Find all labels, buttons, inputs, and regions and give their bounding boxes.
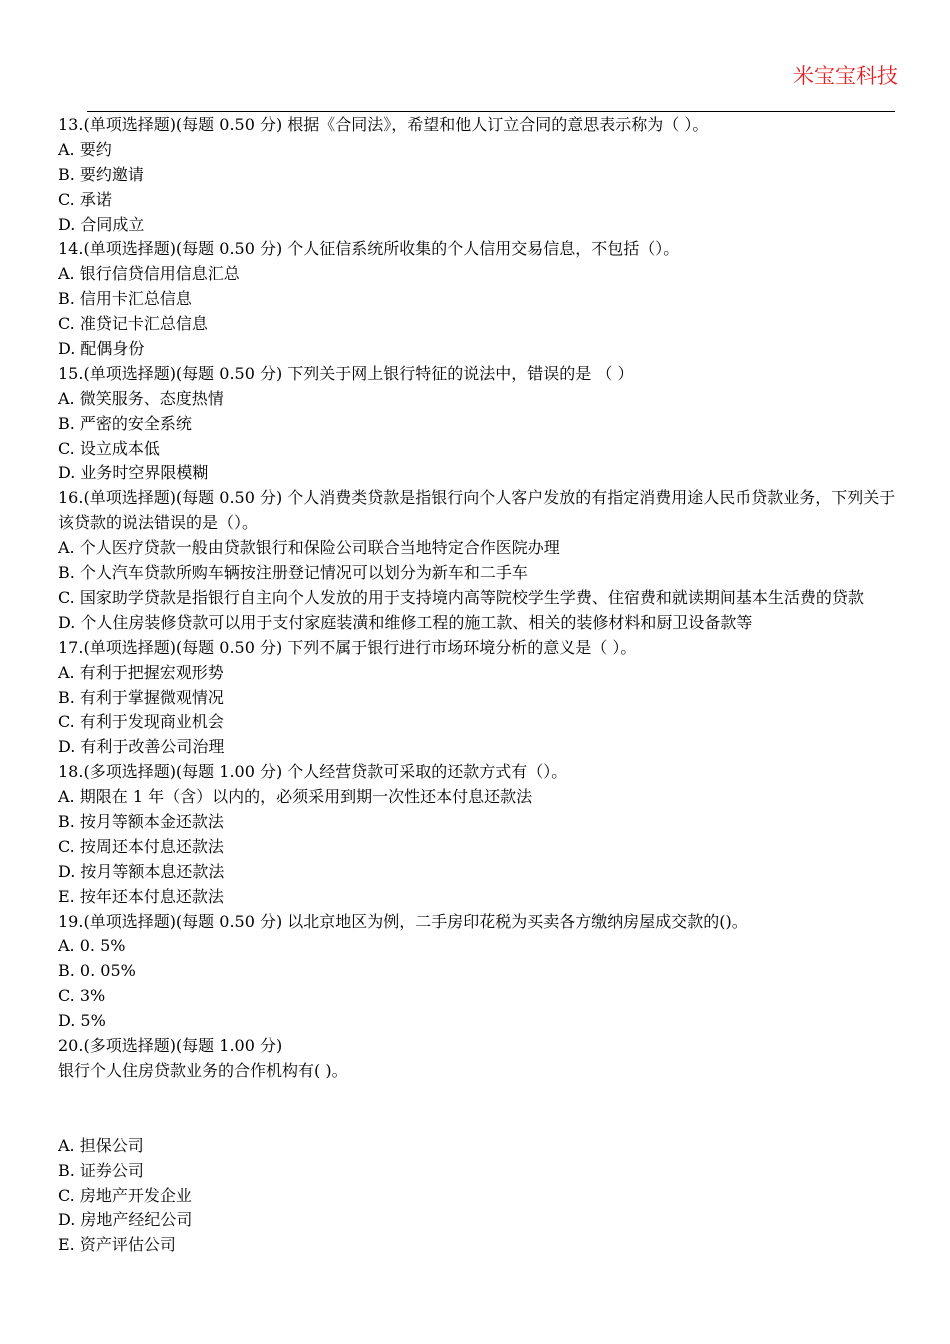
option: C. 房地产开发企业: [58, 1185, 192, 1205]
question-stem: 15.(单项选择题)(每题 0.50 分) 下列关于网上银行特征的说法中，错误的是 （ ）: [58, 363, 634, 383]
option: B. 有利于掌握微观情况: [58, 687, 224, 707]
option: C. 有利于发现商业机会: [58, 712, 224, 732]
question-stem: 19.(单项选择题)(每题 0.50 分) 以北京地区为例，二手房印花税为买卖各方缴纳房屋成交款的()。: [58, 911, 748, 931]
option: B. 要约邀请: [58, 164, 144, 184]
option: A. 微笑服务、态度热情: [58, 388, 224, 408]
question-stem: 14.(单项选择题)(每题 0.50 分) 个人征信系统所收集的个人信用交易信息，不包括（）。: [58, 239, 680, 259]
question-stem: 13.(单项选择题)(每题 0.50 分) 根据《合同法》，希望和他人订立合同的意思表示称为（ ）。: [58, 115, 709, 134]
option: B. 0. 05%: [58, 961, 136, 981]
option: D. 5%: [58, 1011, 106, 1031]
option: A. 个人医疗贷款一般由贷款银行和保险公司联合当地特定合作医院办理: [58, 538, 560, 558]
option: A. 有利于把握宏观形势: [58, 662, 224, 682]
option: D. 配偶身份: [58, 339, 145, 359]
option: C. 承诺: [58, 189, 112, 209]
question-body: 银行个人住房贷款业务的合作机构有( )。: [58, 1060, 348, 1080]
option: E. 按年还本付息还款法: [58, 886, 224, 906]
option: C. 国家助学贷款是指银行自主向个人发放的用于支持境内高等院校学生学费、住宿费和就读期间基本生活费的贷款: [58, 587, 864, 607]
option: C. 3%: [58, 986, 106, 1006]
question-stem: 17.(单项选择题)(每题 0.50 分) 下列不属于银行进行市场环境分析的意义是（ ）。: [58, 637, 637, 657]
option: C. 设立成本低: [58, 438, 160, 458]
option: D. 有利于改善公司治理: [58, 737, 225, 757]
option: C. 按周还本付息还款法: [58, 836, 224, 856]
option: D. 业务时空界限模糊: [58, 463, 209, 483]
option: B. 按月等额本金还款法: [58, 811, 224, 831]
option: B. 严密的安全系统: [58, 413, 192, 433]
option: B. 证券公司: [58, 1160, 144, 1180]
option: A. 担保公司: [58, 1135, 144, 1155]
header-rule: [87, 111, 895, 112]
option: B. 个人汽车贷款所购车辆按注册登记情况可以划分为新车和二手车: [58, 563, 528, 583]
option: A. 要约: [58, 139, 112, 159]
option: C. 准贷记卡汇总信息: [58, 314, 208, 334]
option: A. 银行信贷信用信息汇总: [58, 264, 240, 284]
question-stem: 18.(多项选择题)(每题 1.00 分) 个人经营贷款可采取的还款方式有（）。: [58, 762, 568, 782]
option: D. 个人住房装修贷款可以用于支付家庭装潢和维修工程的施工款、相关的装修材料和厨卫设备款等: [58, 612, 753, 632]
option: B. 信用卡汇总信息: [58, 289, 192, 309]
brand-name: 米宝宝科技: [793, 64, 898, 88]
option: E. 资产评估公司: [58, 1235, 176, 1255]
option: D. 房地产经纪公司: [58, 1210, 193, 1230]
question-stem: 16.(单项选择题)(每题 0.50 分) 个人消费类贷款是指银行向个人客户发放的有指定消费用途人民币贷款业务，下列关于该贷款的说法错误的是（）。: [58, 488, 896, 533]
question-stem: 20.(多项选择题)(每题 1.00 分): [58, 1036, 283, 1055]
option: A. 期限在 1 年（含）以内的，必须采用到期一次性还本付息还款法: [58, 787, 533, 807]
blank-space: [58, 1084, 898, 1134]
option: D. 按月等额本息还款法: [58, 861, 225, 881]
option: A. 0. 5%: [58, 936, 126, 956]
option: D. 合同成立: [58, 214, 145, 234]
question-list: [58, 113, 898, 1258]
